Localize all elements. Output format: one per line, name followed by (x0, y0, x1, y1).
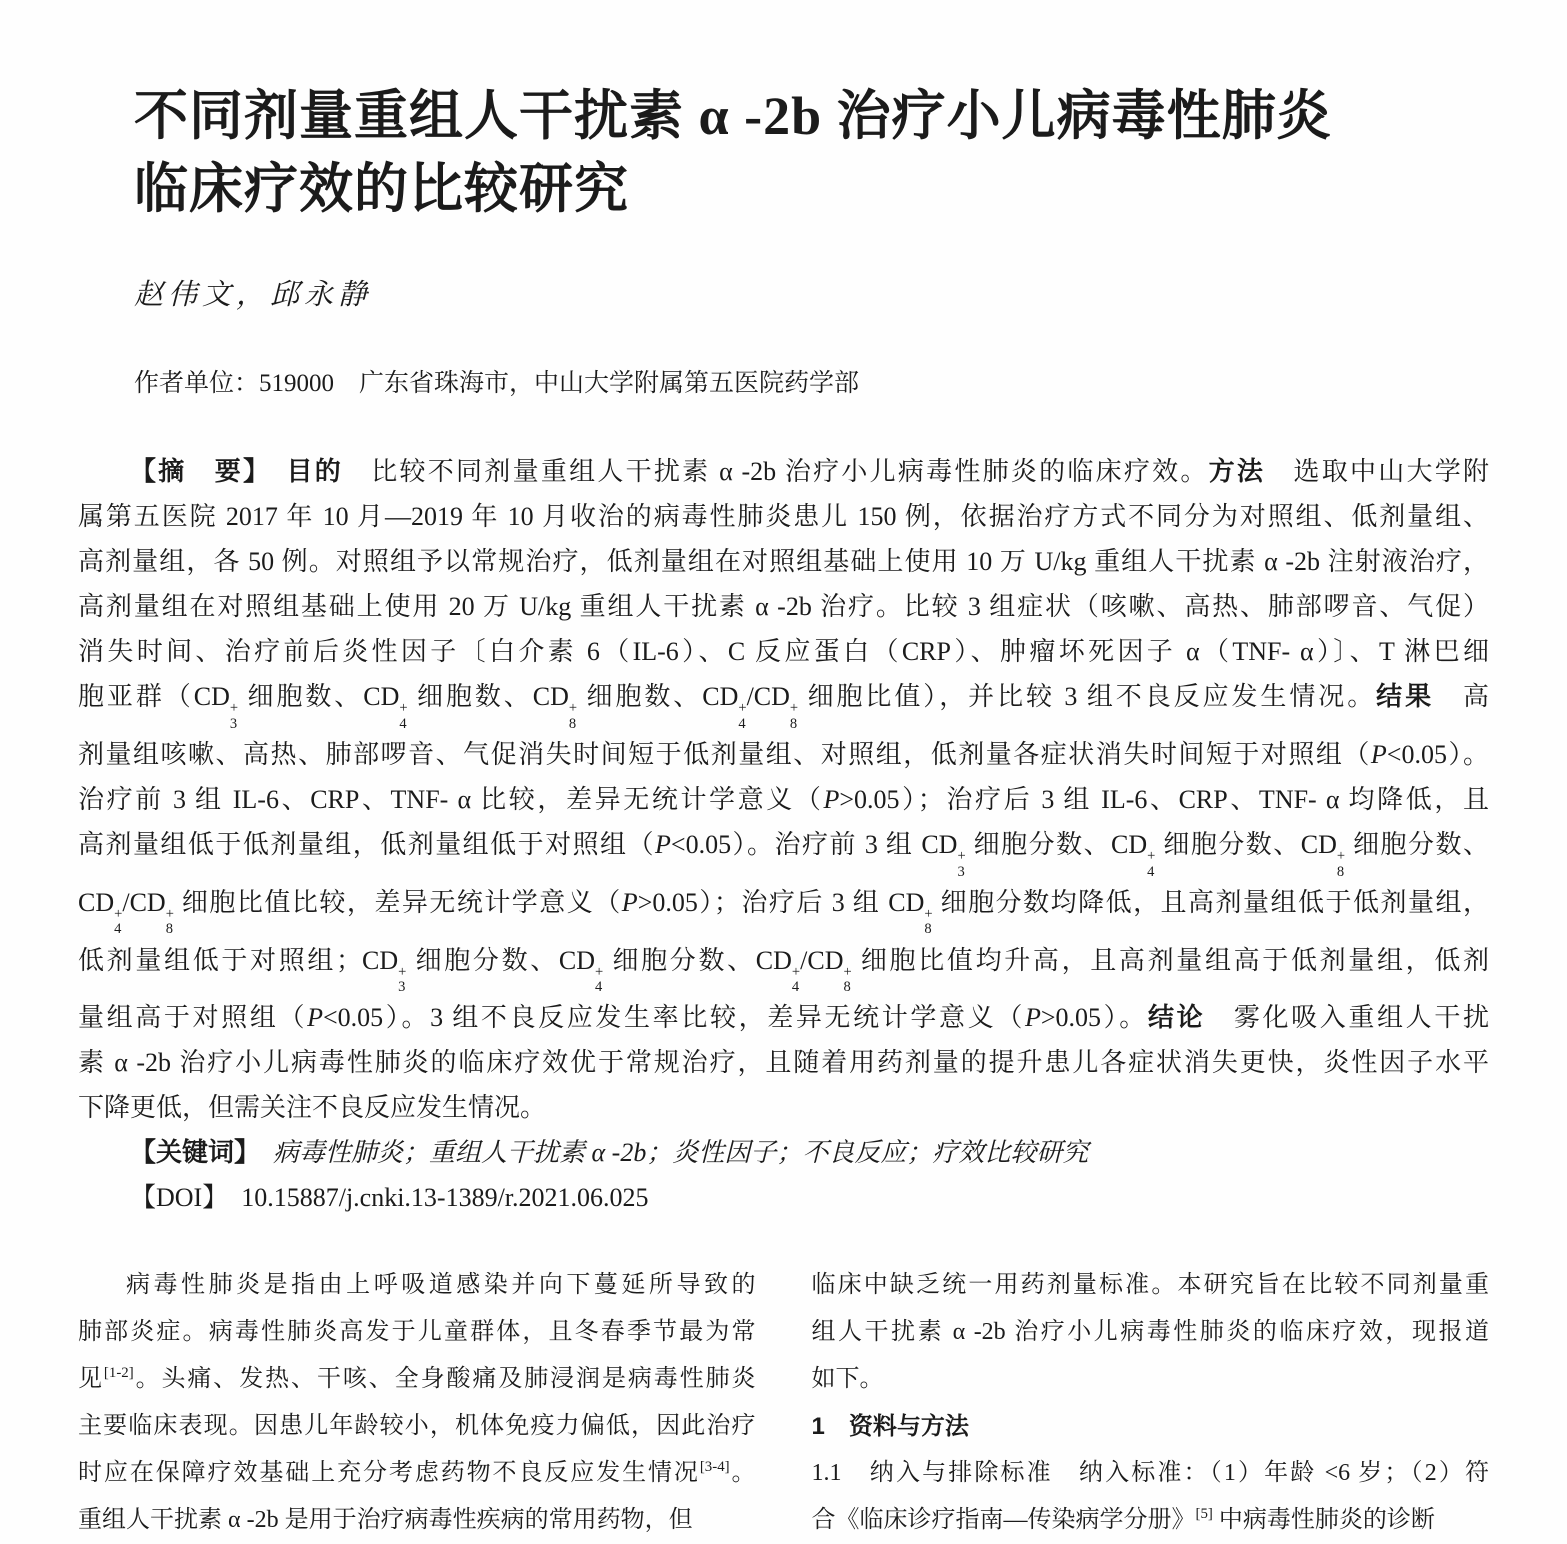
text-line: 主要临床表现。因患儿年龄较小，机体免疫力偏低，因此治疗 (78, 1413, 756, 1440)
text-line: 素 α -2b 治疗小儿病毒性肺炎的临床疗效优于常规治疗，且随着用药剂量的提升患儿各症状消失更快，炎性因子水平 (78, 1048, 1489, 1078)
affiliation: 作者单位：519000 广东省珠海市，中山大学附属第五医院药学部 (134, 370, 860, 398)
text-line: 【关键词】 病毒性肺炎；重组人干扰素 α -2b；炎性因子；不良反应；疗效比较研究 (130, 1137, 1089, 1168)
authors: 赵伟文，邱永静 (134, 279, 373, 312)
text-line: 治疗前 3 组 IL-6、CRP、TNF- α 比较，差异无统计学意义（P>0.05）；治疗后 3 组 IL-6、CRP、TNF- α 均降低，且 (78, 785, 1489, 814)
body-columns (78, 1262, 1489, 1544)
text-line: 属第五医院 2017 年 10 月—2019 年 10 月收治的病毒性肺炎患儿 150 例，依据治疗方式不同分为对照组、低剂量组、 (78, 502, 1489, 532)
text-line: 如下。 (811, 1366, 884, 1393)
text-line: 高剂量组低于低剂量组，低剂量组低于对照组（P<0.05）。治疗前 3 组 CD + 3 细胞分数、CD + 4 细胞分数、CD + 8 细胞分数、 (78, 830, 1489, 880)
text-line: 组人干扰素 α -2b 治疗小儿病毒性肺炎的临床疗效，现报道 (811, 1319, 1489, 1346)
stacked-subsuperscript: + 8 (843, 963, 852, 996)
abstract-section (78, 449, 1489, 1130)
stacked-subsuperscript: + 8 (1336, 848, 1346, 880)
stacked-subsuperscript: + 3 (398, 963, 407, 996)
text-line: 高剂量组，各 50 例。对照组予以常规治疗，低剂量组在对照组基础上使用 10 万 U/kg 重组人干扰素 α -2b 注射液治疗， (78, 547, 1489, 577)
stacked-subsuperscript: + 3 (229, 700, 239, 732)
stacked-subsuperscript: + 8 (924, 906, 933, 938)
text-line: 低剂量组低于对照组；CD + 3 细胞分数、CD + 4 细胞分数、CD + 4 /CD + 8 细胞比值均升高，且高剂量组高于低剂量组，低剂 (78, 945, 1489, 996)
stacked-subsuperscript: + 8 (165, 906, 174, 938)
paper-title-line-1: 不同剂量重组人干扰素 α -2b 治疗小儿病毒性肺炎 (134, 86, 1332, 147)
text-line: 剂量组咳嗽、高热、肺部啰音、气促消失时间短于低剂量组、对照组，低剂量各症状消失时间短于对照组（P<0.05）。 (78, 740, 1489, 769)
text-line: 高剂量组在对照组基础上使用 20 万 U/kg 重组人干扰素 α -2b 治疗。比较 3 组症状（咳嗽、高热、肺部啰音、气促） (78, 592, 1489, 622)
text-line: 消失时间、治疗前后炎性因子〔白介素 6（IL-6）、C 反应蛋白（CRP）、肿瘤坏死因子 α（TNF- α）〕、T 淋巴细 (78, 637, 1489, 667)
text-line: 见[1-2]。头痛、发热、干咳、全身酸痛及肺浸润是病毒性肺炎 (78, 1365, 756, 1393)
doi-line (78, 1175, 1489, 1220)
paper-title-line-2: 临床疗效的比较研究 (134, 159, 629, 220)
keywords-line (78, 1130, 1489, 1175)
stacked-subsuperscript: + 8 (568, 700, 578, 732)
text-line: 时应在保障疗效基础上充分考虑药物不良反应发生情况[3-4]。 (78, 1459, 756, 1487)
stacked-subsuperscript: + 4 (791, 963, 801, 996)
text-line: 肺部炎症。病毒性肺炎高发于儿童群体，且冬春季节最为常 (78, 1319, 756, 1346)
stacked-subsuperscript: + 4 (738, 700, 747, 732)
paper-title (134, 80, 1489, 226)
stacked-subsuperscript: + 8 (789, 700, 799, 732)
text-line: 下降更低，但需关注不良反应发生情况。 (78, 1093, 547, 1123)
text-line: CD + 4 /CD + 8 细胞比值比较，差异无统计学意义（P>0.05）；治疗后 3 组 CD + 8 细胞分数均降低，且高剂量组低于低剂量组， (78, 887, 1489, 938)
text-line: 1.1 纳入与排除标准 纳入标准：（1）年龄 <6 岁；（2）符 (811, 1460, 1489, 1487)
section-heading: 1 资料与方法 (811, 1413, 969, 1441)
stacked-subsuperscript: + 4 (595, 963, 604, 996)
stacked-subsuperscript: + 4 (1147, 848, 1156, 880)
text-line: 胞亚群（CD + 3 细胞数、CD + 4 细胞数、CD + 8 细胞数、CD + 4 /CD + 8 细胞比值），并比较 3 组不良反应发生情况。结果 高 (78, 681, 1489, 732)
text-line: 重组人干扰素 α -2b 是用于治疗病毒性疾病的常用药物，但 (78, 1507, 693, 1534)
text-line: 病毒性肺炎是指由上呼吸道感染并向下蔓延所导致的 (126, 1272, 756, 1299)
stacked-subsuperscript: + 4 (114, 906, 123, 938)
text-line: 量组高于对照组（P<0.05）。3 组不良反应发生率比较，差异无统计学意义（P>0.05）。结论 雾化吸入重组人干扰 (78, 1002, 1489, 1033)
text-line: 临床中缺乏统一用药剂量标准。本研究旨在比较不同剂量重 (811, 1272, 1489, 1299)
text-line: 合《临床诊疗指南—传染病学分册》[5] 中病毒性肺炎的诊断 (811, 1506, 1435, 1534)
text-line: 【DOI】 10.15887/j.cnki.13-1389/r.2021.06.025 (130, 1183, 649, 1213)
left-column (78, 1262, 756, 1544)
stacked-subsuperscript: + 3 (957, 848, 966, 880)
text-line: 【摘 要】 目的 比较不同剂量重组人干扰素 α -2b 治疗小儿病毒性肺炎的临床疗效。方法 选取中山大学附 (130, 456, 1489, 487)
stacked-subsuperscript: + 4 (399, 700, 408, 732)
right-column (812, 1262, 1490, 1544)
